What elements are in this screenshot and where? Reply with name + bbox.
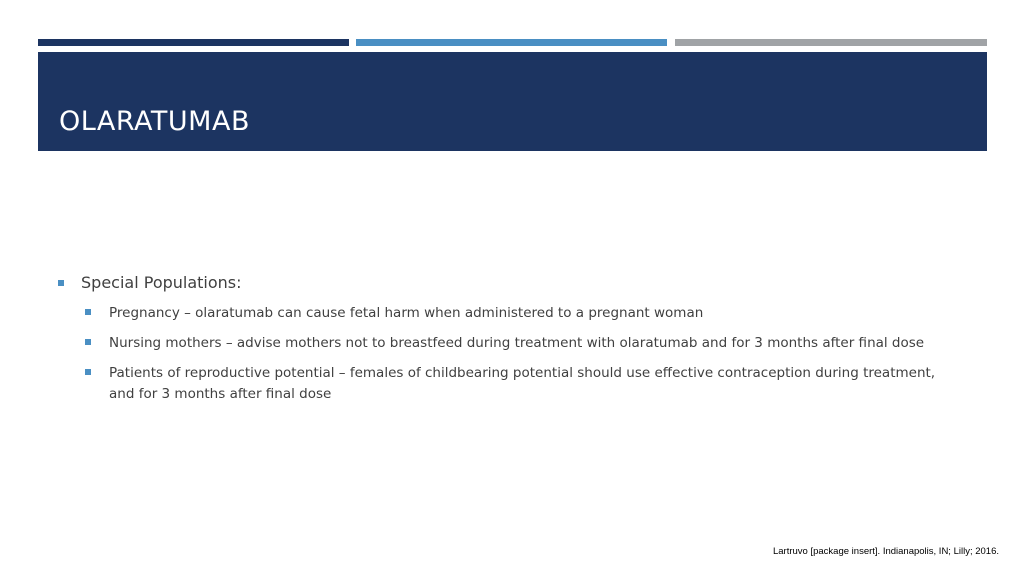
sub-bullet-text: Nursing mothers – advise mothers not to breastfeed during treatment with olaratumab and for 3 months after final dose bbox=[109, 335, 925, 351]
sub-bullet-item-reproductive-potential bbox=[85, 363, 958, 405]
bullet-text: Special Populations: bbox=[81, 273, 242, 292]
citation: Lartruvo [package insert]. Indianapolis, IN; Lilly; 2016. bbox=[772, 546, 999, 557]
sub-bullet-list bbox=[85, 303, 958, 405]
sub-bullet-text: Pregnancy – olaratumab can cause fetal harm when administered to a pregnant woman bbox=[109, 305, 704, 321]
square-bullet-icon bbox=[85, 339, 91, 345]
accent-bar-gray bbox=[675, 39, 987, 46]
bullet-content bbox=[58, 272, 958, 414]
title-band bbox=[38, 52, 987, 151]
accent-bar-dark-blue bbox=[38, 39, 349, 46]
sub-bullet-item-pregnancy bbox=[85, 303, 958, 324]
sub-bullet-item-nursing-mothers bbox=[85, 333, 958, 354]
square-bullet-icon bbox=[58, 280, 64, 286]
square-bullet-icon bbox=[85, 369, 91, 375]
sub-bullet-text: Patients of reproductive potential – females of childbearing potential should use effective contraception during treatment, and for 3 months after final dose bbox=[109, 365, 936, 402]
square-bullet-icon bbox=[85, 309, 91, 315]
accent-bar-light-blue bbox=[356, 39, 667, 46]
bullet-item-special-populations bbox=[58, 272, 958, 294]
slide-title: OLARATUMAB bbox=[59, 106, 250, 137]
